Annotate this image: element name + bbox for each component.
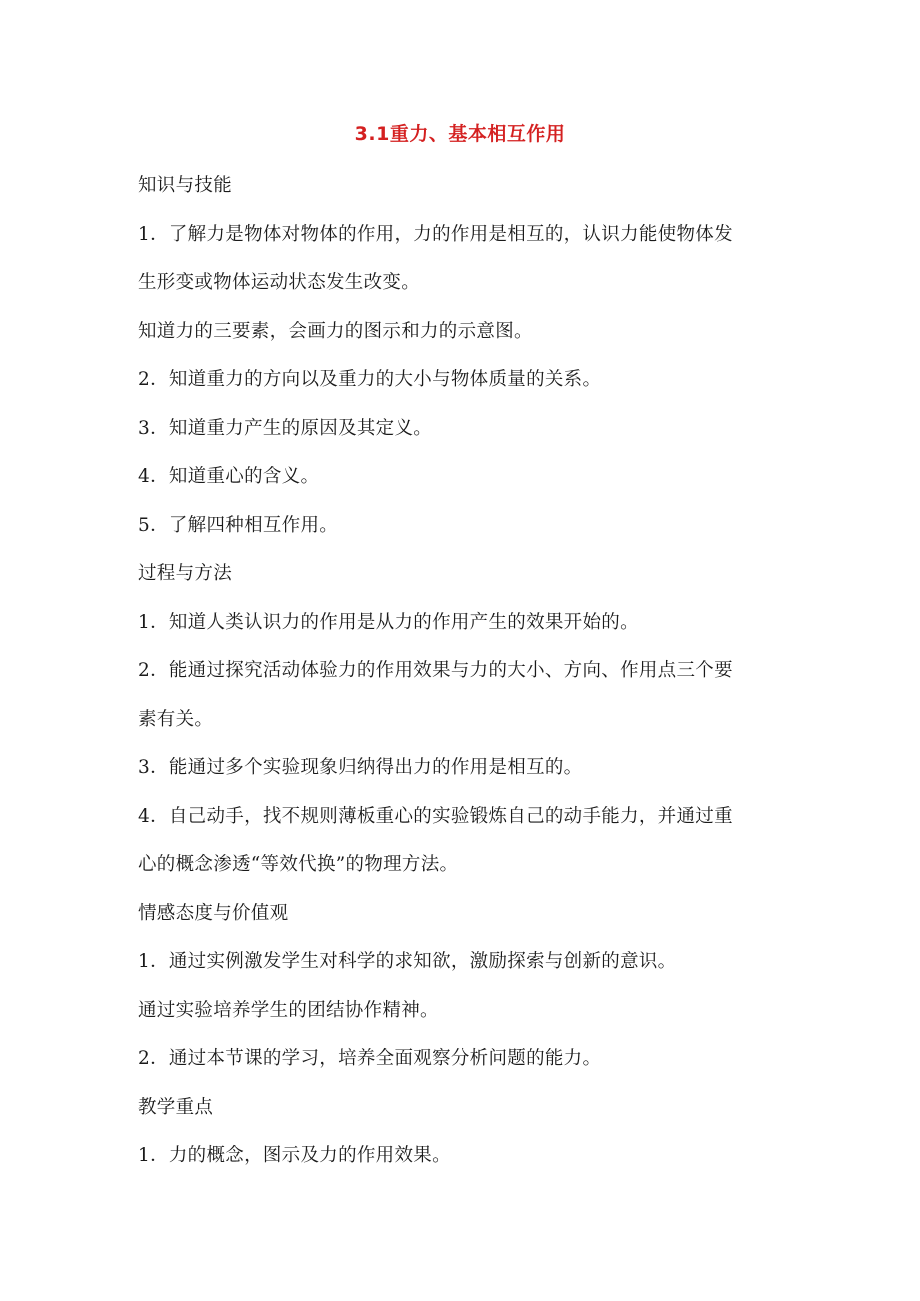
section-heading-attitudes-values: 情感态度与价值观 [138,902,289,924]
section-heading-process-methods: 过程与方法 [138,563,233,584]
paragraph-line: 2．能通过探究活动体验力的作用效果与力的大小、方向、作用点三个要 [138,660,733,681]
paragraph-line: 3．知道重力产生的原因及其定义。 [138,417,433,439]
paragraph-line: 2．知道重力的方向以及重力的大小与物体质量的关系。 [138,369,602,390]
paragraph-line: 生形变或物体运动状态发生改变。 [138,272,421,293]
paragraph-line: 1．知道人类认识力的作用是从力的作用产生的效果开始的。 [138,611,639,633]
paragraph-line: 心的概念渗透“等效代换”的物理方法。 [138,854,459,875]
paragraph-line: 通过实验培养学生的团结协作精神。 [138,999,439,1021]
paragraph-line: 5．了解四种相互作用。 [138,514,339,536]
section-heading-teaching-focus: 教学重点 [138,1096,214,1118]
document-body [138,162,788,1181]
paragraph-line: 素有关。 [138,708,214,730]
document-title: 3.1重力、基本相互作用 [354,123,566,145]
paragraph-line: 3．能通过多个实验现象归纳得出力的作用是相互的。 [138,757,583,778]
paragraph-line: 2．通过本节课的学习，培养全面观察分析问题的能力。 [138,1048,602,1069]
paragraph-line: 1．通过实例激发学生对科学的求知欲，激励探索与创新的意识。 [138,951,677,972]
paragraph-line: 4．自己动手，找不规则薄板重心的实验锻炼自己的动手能力，并通过重 [138,805,733,827]
paragraph-line: 4．知道重心的含义。 [138,466,320,487]
section-heading-knowledge-skills: 知识与技能 [138,175,233,196]
paragraph-line: 1．了解力是物体对物体的作用，力的作用是相互的，认识力能使物体发 [138,223,733,245]
paragraph-line: 1．力的概念，图示及力的作用效果。 [138,1145,451,1166]
paragraph-line: 知道力的三要素，会画力的图示和力的示意图。 [138,320,533,342]
